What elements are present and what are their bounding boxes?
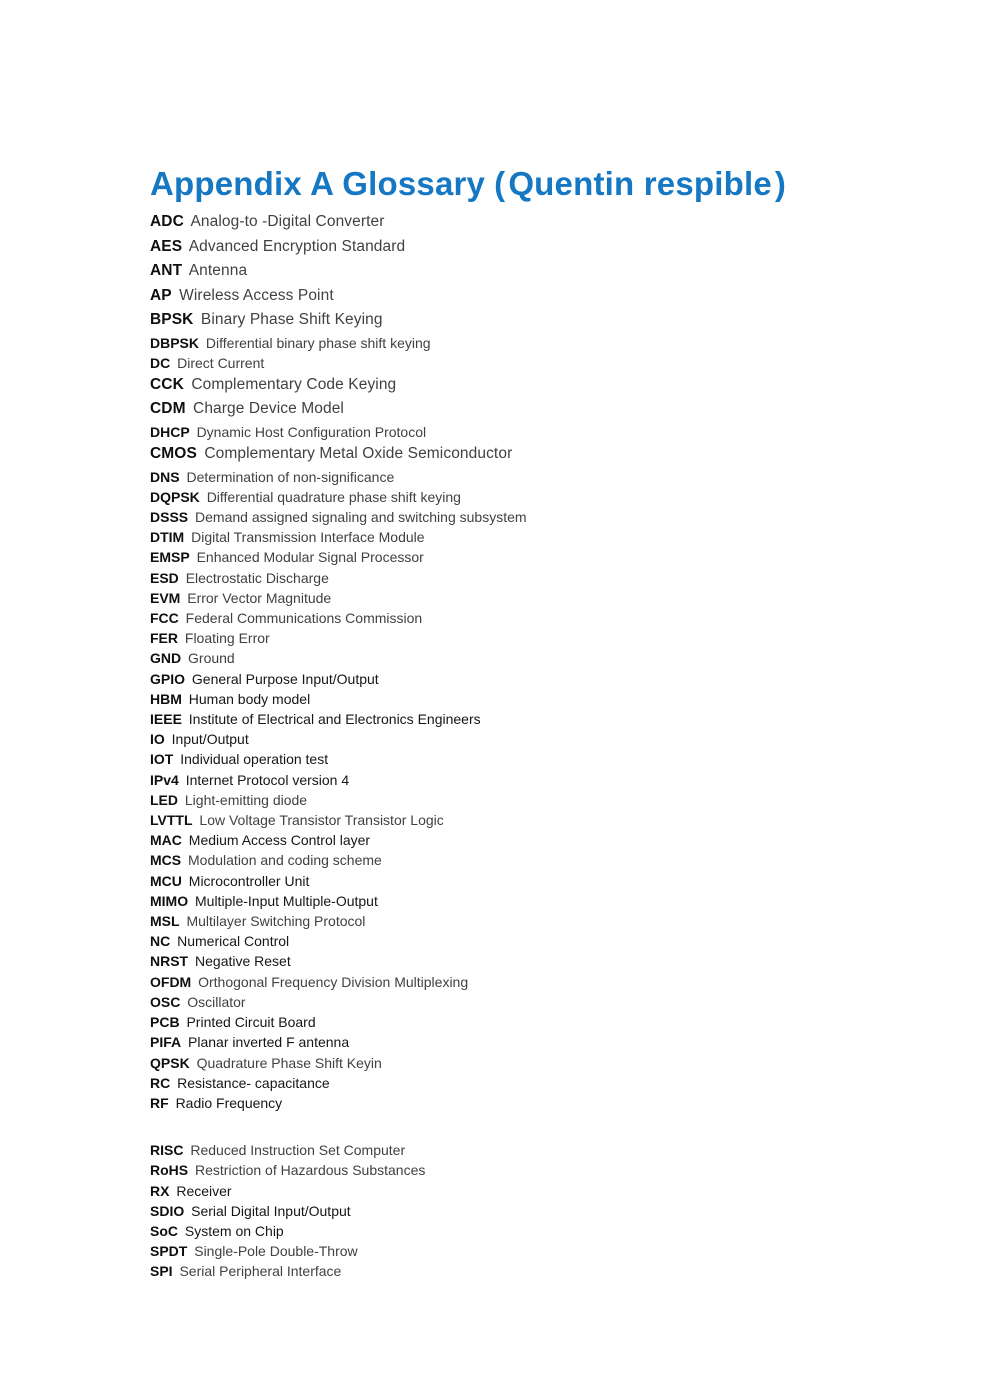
glossary-definition: Reduced Instruction Set Computer [190,1142,406,1159]
glossary-term: EVM [150,589,181,606]
glossary-term: AES [150,237,183,255]
glossary-term: QPSK [150,1054,190,1071]
glossary-entry [150,527,930,547]
glossary-definition: Individual operation test [180,751,329,768]
glossary-definition: Medium Access Control layer [188,832,371,849]
glossary-term: ANT [150,262,183,279]
glossary-term: DTIM [150,529,185,546]
glossary-entry [150,259,930,284]
glossary-term: SDIO [150,1202,185,1219]
page-title-paren-open: ( [494,165,506,202]
glossary-definition: Demand assigned signaling and switching subsystem [195,509,527,526]
glossary-term: ADC [150,213,184,230]
glossary-definition: Input/Output [171,731,249,748]
glossary-entry [150,1241,930,1261]
glossary-definition: Low Voltage Transistor Transistor Logic [199,812,444,829]
glossary-entry [150,1160,930,1180]
glossary-definition: Enhanced Modular Signal Processor [196,549,424,566]
glossary-entry [150,911,930,931]
glossary-entry [150,1012,930,1032]
glossary-definition: Analog-to -Digital Converter [190,213,385,230]
glossary-term: IPv4 [150,771,179,788]
glossary-entry [150,628,930,648]
glossary-term: FCC [150,610,179,627]
glossary-entry [150,871,930,891]
glossary-definition: Floating Error [184,630,270,647]
glossary-entry [150,422,930,442]
glossary-definition: Microcontroller Unit [188,872,310,889]
page-title-main: Appendix A Glossary [150,165,486,202]
glossary-definition: Differential quadrature phase shift keying [206,488,461,505]
glossary-term: RoHS [150,1162,189,1179]
glossary-definition: General Purpose Input/Output [191,670,379,687]
glossary-entry [150,588,930,608]
glossary-entry [150,972,930,992]
glossary-term: RF [150,1094,169,1111]
glossary-definition: Wireless Access Point [179,286,334,304]
glossary-definition: Quadrature Phase Shift Keyin [196,1054,382,1071]
glossary-term: MSL [150,913,180,930]
glossary-term: ESD [150,569,179,586]
glossary-entry [150,648,930,668]
glossary-definition: Human body model [188,690,311,707]
glossary-entry [150,1261,930,1281]
glossary-definition: Charge Device Model [193,400,344,418]
glossary-entry [150,467,930,487]
glossary-term: OSC [150,993,181,1010]
glossary-term: PIFA [150,1034,182,1051]
glossary-term: MAC [150,832,182,849]
glossary-term: SPI [150,1263,173,1280]
glossary-definition: Multiple-Input Multiple-Output [195,892,378,909]
glossary-entry [150,951,930,971]
glossary-definition: Ground [188,650,235,667]
glossary-definition: Complementary Code Keying [191,375,397,393]
glossary-entry [150,210,930,235]
glossary-term: DC [150,354,171,371]
glossary-definition: Federal Communications Commission [185,610,423,627]
glossary-entry [150,284,930,309]
glossary-term: EMSP [150,549,190,566]
glossary-entry [150,442,930,467]
glossary-term: DHCP [150,423,190,440]
glossary-entry [150,850,930,870]
glossary-term: SPDT [150,1243,188,1260]
glossary-term: MCU [150,872,182,889]
glossary-entry [150,397,930,422]
glossary-definition: Restriction of Hazardous Substances [195,1162,426,1179]
glossary-list [150,210,930,1282]
glossary-definition: Modulation and coding scheme [188,852,382,869]
glossary-entry [150,333,930,353]
glossary-term: DSSS [150,509,189,526]
glossary-definition: System on Chip [184,1222,284,1239]
glossary-term: BPSK [150,311,194,328]
glossary-definition: Advanced Encryption Standard [188,237,406,255]
glossary-entry [150,608,930,628]
glossary-definition: Negative Reset [195,953,291,970]
glossary-term: DBPSK [150,334,200,351]
glossary-entry [150,353,930,373]
glossary-term: LVTTL [150,812,193,829]
page-title-paren-close: ) [774,165,787,202]
glossary-term: FER [150,630,178,647]
glossary-entry [150,1140,930,1160]
glossary-definition: Error Vector Magnitude [187,589,332,606]
glossary-entry [150,487,930,507]
glossary-definition: Internet Protocol version 4 [185,771,350,788]
glossary-entry [150,749,930,769]
glossary-definition: Serial Digital Input/Output [191,1202,351,1219]
glossary-definition: Dynamic Host Configuration Protocol [196,423,427,440]
glossary-definition: Electrostatic Discharge [185,569,329,586]
glossary-term: GND [150,650,182,667]
glossary-entry [150,1093,930,1113]
glossary-definition: Resistance- capacitance [177,1074,330,1091]
glossary-definition: Multilayer Switching Protocol [186,913,366,930]
glossary-definition: Serial Peripheral Interface [179,1263,342,1280]
glossary-entry [150,1053,930,1073]
glossary-term: MCS [150,852,182,869]
glossary-entry [150,891,930,911]
glossary-definition: Numerical Control [177,933,290,950]
glossary-entry [150,810,930,830]
glossary-term: SoC [150,1222,178,1239]
glossary-term: IO [150,731,165,748]
glossary-term: HBM [150,690,182,707]
glossary-definition: Light-emitting diode [184,791,308,808]
glossary-term: CMOS [150,445,197,463]
glossary-term: RISC [150,1142,184,1159]
glossary-definition: Planar inverted F antenna [188,1034,350,1051]
glossary-term: RC [150,1074,171,1091]
glossary-definition: Determination of non-significance [186,468,395,485]
glossary-term: LED [150,791,178,808]
glossary-definition: Antenna [188,262,248,279]
glossary-term: NRST [150,953,189,970]
glossary-entry [150,830,930,850]
glossary-definition: Institute of Electrical and Electronics Engineers [188,711,481,728]
glossary-term: IEEE [150,711,182,728]
glossary-definition: Digital Transmission Interface Module [191,529,425,546]
glossary-term: DNS [150,468,180,485]
glossary-entry [150,1181,930,1201]
glossary-entry [150,1221,930,1241]
glossary-entry [150,931,930,951]
glossary-term: DQPSK [150,488,200,505]
page-title-paren-text: Quentin respible [508,165,772,202]
glossary-term: GPIO [150,670,186,687]
glossary-entry [150,507,930,527]
glossary-entry [150,689,930,709]
glossary-entry [150,568,930,588]
glossary-definition: Single-Pole Double-Throw [194,1243,358,1260]
glossary-entry [150,1201,930,1221]
glossary-term: CCK [150,375,184,393]
glossary-definition: Radio Frequency [175,1094,283,1111]
glossary-entry [150,729,930,749]
glossary-definition: Receiver [176,1182,232,1199]
glossary-definition: Complementary Metal Oxide Semiconductor [204,445,513,463]
glossary-definition: Differential binary phase shift keying [205,334,431,351]
glossary-entry [150,547,930,567]
glossary-term: CDM [150,400,186,418]
glossary-definition: Oscillator [187,993,246,1010]
glossary-entry [150,790,930,810]
glossary-term: NC [150,933,171,950]
glossary-definition: Printed Circuit Board [186,1014,316,1031]
glossary-entry [150,235,930,260]
glossary-entry [150,308,930,333]
glossary-definition: Orthogonal Frequency Division Multiplexing [198,973,469,990]
glossary-entry [150,669,930,689]
glossary-entry [150,992,930,1012]
glossary-term: IOT [150,751,174,768]
glossary-definition: Binary Phase Shift Keying [200,311,383,328]
glossary-term: PCB [150,1014,180,1031]
glossary-entry [150,709,930,729]
glossary-entry [150,373,930,398]
page-title [150,164,930,204]
glossary-term: RX [150,1182,170,1199]
glossary-term: MIMO [150,892,189,909]
glossary-term: OFDM [150,973,192,990]
glossary-entry [150,770,930,790]
glossary-term: AP [150,286,172,304]
glossary-entry [150,1032,930,1052]
glossary-entry [150,1073,930,1093]
glossary-definition: Direct Current [177,354,265,371]
